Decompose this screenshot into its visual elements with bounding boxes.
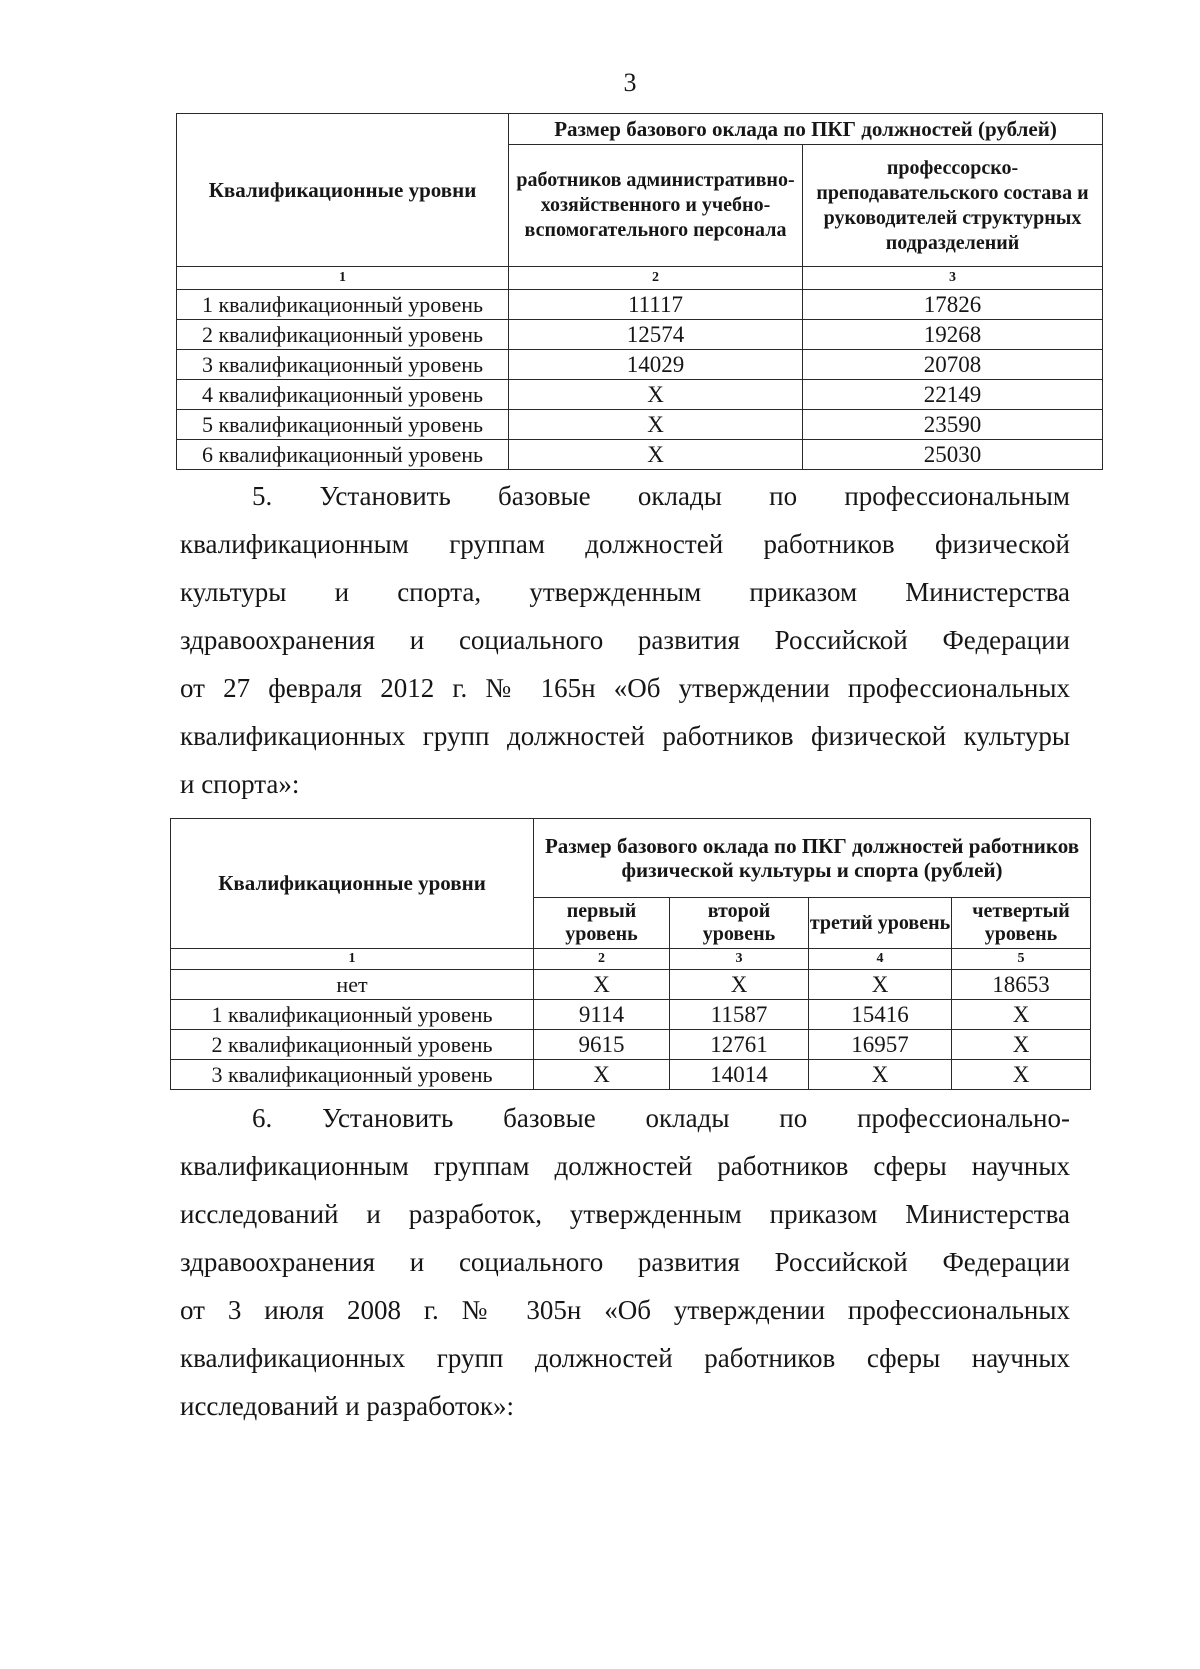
salary-value: X	[534, 970, 670, 1000]
paragraph-line: от 3 июля 2008 г. № 305н «Об утверждении профессиональных	[180, 1295, 1070, 1325]
salary-value: X	[952, 1030, 1091, 1060]
qualification-level: 2 квалификационный уровень	[171, 1030, 534, 1060]
salary-table-admin-faculty	[176, 113, 1103, 470]
salary-value: 23590	[803, 410, 1103, 440]
salary-value: 19268	[803, 320, 1103, 350]
qualification-level: 5 квалификационный уровень	[177, 410, 509, 440]
paragraph-line: квалификационным группам должностей работников сферы научных	[180, 1151, 1070, 1181]
salary-value: 9114	[534, 1000, 670, 1030]
column-number: 1	[171, 949, 534, 970]
table-row	[177, 320, 1103, 350]
salary-value: X	[509, 410, 803, 440]
table-row	[171, 1030, 1091, 1060]
salary-value: X	[809, 970, 952, 1000]
column-header: четвертый уровень	[952, 898, 1091, 949]
qualification-level: 1 квалификационный уровень	[171, 1000, 534, 1030]
salary-value: 12574	[509, 320, 803, 350]
table-header-row	[177, 114, 1103, 145]
column-header: профессорско-преподавательского состава и руководителей структурных подразделений	[803, 145, 1103, 267]
salary-value: 17826	[803, 290, 1103, 320]
salary-value: X	[809, 1060, 952, 1090]
salary-value: 25030	[803, 440, 1103, 470]
table-row	[171, 1000, 1091, 1030]
column-number: 4	[809, 949, 952, 970]
page-number: 3	[623, 68, 637, 97]
table-row	[177, 380, 1103, 410]
table-row	[177, 440, 1103, 470]
qualification-level: 6 квалификационный уровень	[177, 440, 509, 470]
table-title: Размер базового оклада по ПКГ должностей работников физической культуры и спорта (рублей)	[534, 819, 1091, 898]
paragraph-line: квалификационных групп должностей работников сферы научных	[180, 1343, 1070, 1373]
salary-value: 22149	[803, 380, 1103, 410]
column-number: 2	[534, 949, 670, 970]
table-header-row	[171, 819, 1091, 898]
salary-value: X	[509, 380, 803, 410]
paragraph-line: исследований и разработок, утвержденным приказом Министерства	[180, 1199, 1070, 1229]
column-header: работников административно-хозяйственного и учебно-вспомогательного персонала	[509, 145, 803, 267]
paragraph-line: культуры и спорта, утвержденным приказом Министерства	[180, 577, 1070, 607]
table-row	[171, 1060, 1091, 1090]
salary-value: 16957	[809, 1030, 952, 1060]
column-number-row	[171, 949, 1091, 970]
salary-value: 9615	[534, 1030, 670, 1060]
paragraph-line: здравоохранения и социального развития Российской Федерации	[180, 625, 1070, 655]
paragraph-line: от 27 февраля 2012 г. № 165н «Об утверждении профессиональных	[180, 673, 1070, 703]
salary-value: 18653	[952, 970, 1091, 1000]
paragraph-line: квалификационных групп должностей работников физической культуры	[180, 721, 1070, 751]
salary-table-sports	[170, 818, 1091, 1090]
paragraph-line: здравоохранения и социального развития Российской Федерации	[180, 1247, 1070, 1277]
paragraph-line: 5. Установить базовые оклады по профессиональным	[252, 481, 1070, 511]
column-number: 2	[509, 267, 803, 290]
column-header: первый уровень	[534, 898, 670, 949]
table-row	[177, 410, 1103, 440]
qualification-level: 3 квалификационный уровень	[171, 1060, 534, 1090]
column-number: 3	[670, 949, 809, 970]
table-title: Размер базового оклада по ПКГ должностей (рублей)	[509, 114, 1103, 145]
salary-value: 11587	[670, 1000, 809, 1030]
salary-value: 20708	[803, 350, 1103, 380]
column-number-row	[177, 267, 1103, 290]
row-header: Квалификационные уровни	[177, 114, 509, 267]
salary-value: 14014	[670, 1060, 809, 1090]
column-number: 3	[803, 267, 1103, 290]
table-row	[177, 350, 1103, 380]
table-row	[177, 290, 1103, 320]
column-number: 1	[177, 267, 509, 290]
salary-value: X	[952, 1000, 1091, 1030]
salary-value: X	[670, 970, 809, 1000]
salary-value: X	[952, 1060, 1091, 1090]
column-header: второй уровень	[670, 898, 809, 949]
qualification-level: 4 квалификационный уровень	[177, 380, 509, 410]
qualification-level: 3 квалификационный уровень	[177, 350, 509, 380]
paragraph-6	[180, 1094, 1070, 1430]
column-number: 5	[952, 949, 1091, 970]
salary-value: X	[509, 440, 803, 470]
column-header: третий уровень	[809, 898, 952, 949]
paragraph-line: 6. Установить базовые оклады по профессионально-	[252, 1103, 1070, 1133]
paragraph-line: квалификационным группам должностей работников физической	[180, 529, 1070, 559]
salary-value: 14029	[509, 350, 803, 380]
paragraph-5	[180, 472, 1070, 808]
qualification-level: нет	[171, 970, 534, 1000]
row-header: Квалификационные уровни	[171, 819, 534, 949]
table-row	[171, 970, 1091, 1000]
paragraph-line: исследований и разработок»:	[180, 1391, 515, 1421]
salary-value: 12761	[670, 1030, 809, 1060]
salary-value: X	[534, 1060, 670, 1090]
qualification-level: 1 квалификационный уровень	[177, 290, 509, 320]
salary-value: 11117	[509, 290, 803, 320]
paragraph-line: и спорта»:	[180, 769, 300, 799]
qualification-level: 2 квалификационный уровень	[177, 320, 509, 350]
salary-value: 15416	[809, 1000, 952, 1030]
